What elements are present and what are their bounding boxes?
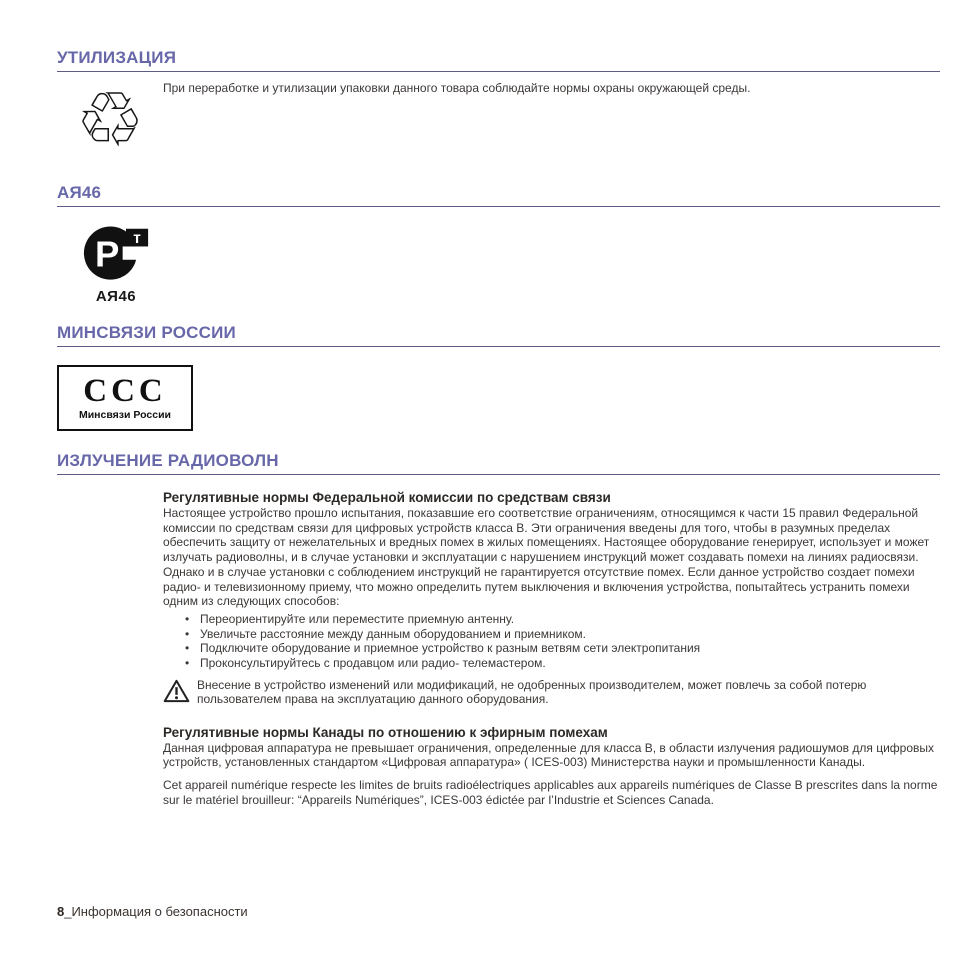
section-rule <box>57 71 940 72</box>
ccc-mark-caption: Минсвязи России <box>78 409 172 421</box>
section-heading-radio: ИЗЛУЧЕНИЕ РАДИОВОЛН <box>57 451 279 470</box>
svg-text:т: т <box>133 230 141 248</box>
section-heading-minsvyaz: МИНСВЯЗИ РОССИИ <box>57 323 236 342</box>
list-item: • Переориентируйте или переместите приемную антенну. <box>185 612 938 627</box>
section-minsvyaz <box>57 323 940 431</box>
rst-logo-icon <box>79 221 153 283</box>
recycling-note-text: При переработке и утилизации упаковки данного товара соблюдайте нормы охраны окружающей среды. <box>163 81 751 95</box>
section-heading-recycling: УТИЛИЗАЦИЯ <box>57 48 177 67</box>
section-rule <box>57 346 940 347</box>
warning-text: Внесение в устройство изменений или модификаций, не одобренных производителем, может повлечь за собой потерю пользователем права на эксплуатацию данного оборудования. <box>197 677 867 707</box>
ccc-mark-letters: CCC <box>83 373 167 409</box>
svg-text:Р: Р <box>94 233 120 275</box>
section-heading-aya46: АЯ46 <box>57 183 102 202</box>
section-radio-emissions <box>57 451 940 808</box>
rst-logo-caption: АЯ46 <box>95 288 137 305</box>
section-recycling <box>57 48 940 164</box>
rst-certification-logo <box>73 221 159 305</box>
fcc-remedies-list <box>163 612 938 671</box>
section-aya46 <box>57 183 940 305</box>
list-item: • Проконсультируйтесь с продавцом или радио- телемастером. <box>185 656 938 671</box>
recycle-icon: ♲ <box>75 75 145 164</box>
ccc-certification-mark <box>57 365 193 431</box>
fcc-body-text: Настоящее устройство прошло испытания, показавшие его соответствие ограничениям, относящимся к части 15 правил Федеральной комиссии по средствам связи для цифровых устройств класса B. Эти ограничения введены для того, чтобы в разумных пределах обеспечить защиту от нежелательных и вредных помех в жилых помещениях. Настоящее оборудование генерирует, использует и может излучать радиоволны, и в случае установки и эксплуатации с нарушением инструкций может создавать помехи на линиях радиосвязи. Однако и в случае установки с соблюдением инструкций не гарантируется отсутствие помех. Если данное устройство создает помехи радио- и телевизионному приему, что можно определить путем выключения и включения устройства, попытайтесь устранить помехи одним из следующих способов: <box>163 506 930 609</box>
page-footer <box>57 904 248 919</box>
page-number: 8 <box>57 904 65 919</box>
footer-label: _Информация о безопасности <box>64 904 248 919</box>
section-rule <box>57 206 940 207</box>
canada-body-fr: Cet appareil numérique respecte les limites de bruits radioélectriques applicables aux appareils numériques de Classe B prescrites dans la norme sur le matériel brouilleur: “Appareils Numériques”, ICES-003 édictée par l’Industrie et Sciences Canada. <box>163 778 938 807</box>
list-item: • Увеличьте расстояние между данным оборудованием и приемником. <box>185 627 938 642</box>
fcc-subheading: Регулятивные нормы Федеральной комиссии по средствам связи <box>163 490 611 505</box>
modification-warning <box>163 678 938 708</box>
list-item: • Подключите оборудование и приемное устройство к разным ветвям сети электропитания <box>185 641 938 656</box>
warning-icon <box>163 679 190 703</box>
canada-body-ru: Данная цифровая аппаратура не превышает ограничения, определенные для класса B, в области излучения радиошумов для цифровых устройств, установленных стандартом «Цифровая аппаратура» ( ICES-003) Министерства науки и промышленности Канады. <box>163 740 934 770</box>
canada-subheading: Регулятивные нормы Канады по отношению к эфирным помехам <box>163 724 608 740</box>
